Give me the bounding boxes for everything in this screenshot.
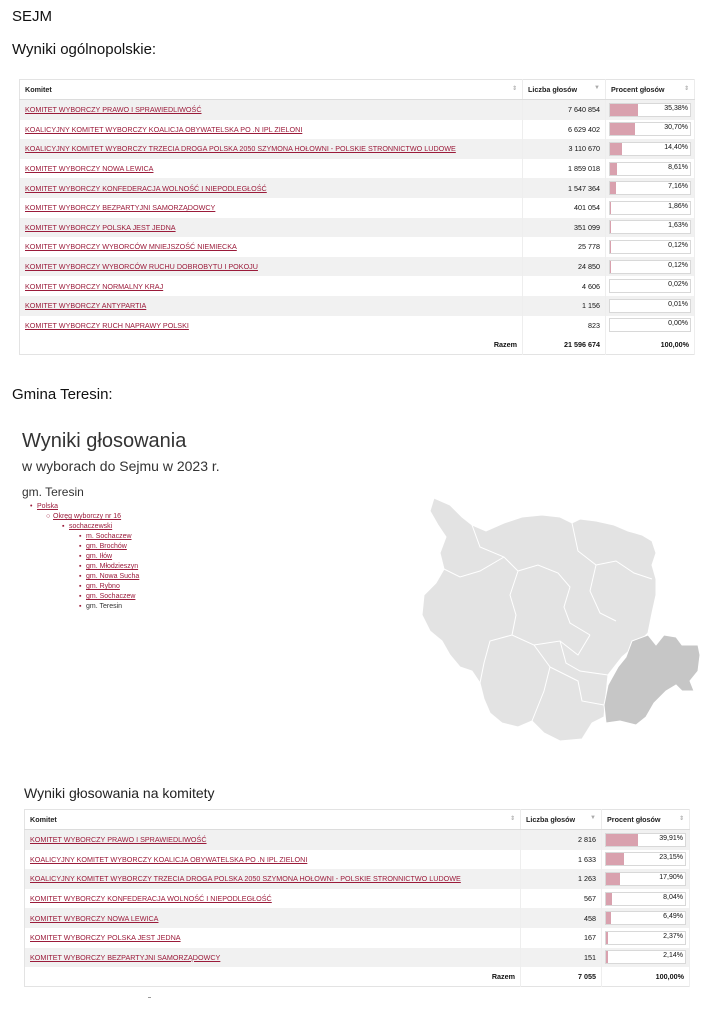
votes-cell: 167	[521, 928, 602, 948]
committee-link[interactable]: KOMITET WYBORCZY WYBORCÓW RUCHU DOBROBYTU I POKOJU	[25, 262, 258, 272]
committee-link[interactable]: KOALICYJNY KOMITET WYBORCZY TRZECIA DROGA POLSKA 2050 SZYMONA HOŁOWNI - POLSKIE STRONNICTWO LUDOWE	[30, 874, 461, 884]
percent-label: 2,14%	[663, 952, 683, 960]
committee-cell	[25, 850, 521, 870]
column-header-komitet[interactable]: Komitet ⇕	[25, 810, 521, 830]
tree-link-gmina[interactable]: m. Sochaczew	[86, 533, 132, 540]
sort-desc-icon[interactable]: ▼	[590, 815, 596, 821]
percent-bar-fill	[606, 951, 608, 963]
committee-link[interactable]: KOMITET WYBORCZY PRAWO I SPRAWIEDLIWOŚĆ	[30, 835, 207, 845]
percent-bar-fill	[610, 143, 622, 155]
percent-bar	[605, 931, 686, 945]
breadcrumb-tree	[30, 502, 139, 612]
percent-bar	[609, 181, 691, 195]
page-subtitle: w wyborach do Sejmu w 2023 r.	[22, 458, 220, 474]
percent-cell	[606, 316, 695, 336]
table-row	[20, 316, 695, 336]
total-label: Razem	[25, 967, 521, 987]
divider	[148, 997, 151, 998]
percent-bar	[609, 122, 691, 136]
votes-cell: 24 850	[523, 257, 606, 277]
committee-cell	[20, 159, 523, 179]
percent-cell	[606, 159, 695, 179]
committee-link[interactable]: KOMITET WYBORCZY NORMALNY KRAJ	[25, 281, 164, 291]
percent-label: 8,61%	[668, 163, 688, 171]
percent-bar	[609, 279, 691, 293]
votes-cell: 7 640 854	[523, 100, 606, 120]
percent-cell	[602, 908, 690, 928]
percent-bar-fill	[606, 873, 620, 885]
percent-cell	[606, 257, 695, 277]
sort-icon[interactable]: ⇕	[683, 86, 689, 92]
committee-link[interactable]: KOMITET WYBORCZY PRAWO I SPRAWIEDLIWOŚĆ	[25, 105, 202, 115]
bullet-icon: •	[30, 503, 33, 510]
percent-label: 6,49%	[663, 913, 683, 921]
committee-link[interactable]: KOALICYJNY KOMITET WYBORCZY TRZECIA DROGA POLSKA 2050 SZYMONA HOŁOWNI - POLSKIE STRONNICTWO LUDOWE	[25, 144, 456, 154]
tree-link-gmina[interactable]: gm. Brochów	[86, 543, 127, 550]
votes-cell: 6 629 402	[523, 120, 606, 140]
percent-cell	[606, 237, 695, 257]
committee-link[interactable]: KOMITET WYBORCZY RUCH NAPRAWY POLSKI	[25, 320, 189, 330]
votes-cell: 401 054	[523, 198, 606, 218]
votes-cell: 1 263	[521, 869, 602, 889]
sort-desc-icon[interactable]: ▼	[594, 85, 600, 91]
votes-cell: 2 816	[521, 830, 602, 850]
percent-cell	[606, 198, 695, 218]
percent-bar	[609, 260, 691, 274]
committee-cell	[25, 889, 521, 909]
committee-cell	[25, 830, 521, 850]
column-header-komitet[interactable]: Komitet ⇕	[20, 80, 523, 100]
percent-label: 0,01%	[668, 300, 688, 308]
table-row	[25, 908, 690, 928]
square-bullet-icon: ▪	[62, 523, 65, 530]
square-bullet-icon: ▪	[79, 553, 82, 560]
committee-link[interactable]: KOMITET WYBORCZY NOWA LEWICA	[30, 913, 159, 923]
square-bullet-icon: ▪	[79, 533, 82, 540]
votes-cell: 567	[521, 889, 602, 909]
committee-cell	[20, 120, 523, 140]
circle-bullet-icon: ○	[46, 513, 51, 520]
tree-link-gmina[interactable]: gm. Młodzieszyn	[86, 563, 139, 570]
table-row	[20, 218, 695, 238]
percent-label: 14,40%	[664, 143, 688, 151]
heading-sejm: SEJM	[12, 8, 53, 25]
committee-link[interactable]: KOMITET WYBORCZY BEZPARTYJNI SAMORZĄDOWCY	[25, 203, 216, 213]
table-row	[20, 198, 695, 218]
committee-link[interactable]: KOMITET WYBORCZY POLSKA JEST JEDNA	[30, 933, 181, 943]
square-bullet-icon: ▪	[79, 603, 82, 610]
committee-cell	[25, 908, 521, 928]
votes-cell: 25 778	[523, 237, 606, 257]
committee-link[interactable]: KOMITET WYBORCZY BEZPARTYJNI SAMORZĄDOWCY	[30, 952, 221, 962]
percent-label: 1,63%	[668, 222, 688, 230]
votes-cell: 351 099	[523, 218, 606, 238]
percent-label: 0,12%	[668, 241, 688, 249]
percent-bar	[605, 833, 686, 847]
table-row	[20, 178, 695, 198]
total-label: Razem	[20, 335, 523, 355]
committee-cell	[20, 218, 523, 238]
percent-bar	[609, 240, 691, 254]
percent-label: 2,37%	[663, 932, 683, 940]
gmina-name: gm. Teresin	[22, 485, 84, 499]
committee-link[interactable]: KOMITET WYBORCZY ANTYPARTIA	[25, 301, 147, 311]
table-row	[20, 120, 695, 140]
votes-cell: 3 110 670	[523, 139, 606, 159]
total-percent: 100,00%	[606, 335, 695, 355]
percent-bar-fill	[606, 893, 612, 905]
percent-label: 17,90%	[659, 873, 683, 881]
percent-bar	[605, 872, 686, 886]
committee-cell	[20, 296, 523, 316]
committee-cell	[20, 316, 523, 336]
square-bullet-icon: ▪	[79, 593, 82, 600]
committee-link[interactable]: KOMITET WYBORCZY WYBORCÓW MNIEJSZOŚĆ NIEMIECKA	[25, 242, 237, 252]
tree-link-gmina[interactable]: gm. Iłów	[86, 553, 113, 560]
votes-cell: 1 156	[523, 296, 606, 316]
tree-link-gmina[interactable]: gm. Sochaczew	[86, 593, 136, 600]
committee-cell	[20, 139, 523, 159]
percent-cell	[606, 178, 695, 198]
table-row	[25, 889, 690, 909]
percent-bar	[605, 950, 686, 964]
committee-link[interactable]: KOMITET WYBORCZY POLSKA JEST JEDNA	[25, 222, 176, 232]
committee-cell	[25, 948, 521, 968]
percent-label: 7,16%	[668, 183, 688, 191]
percent-bar	[609, 318, 691, 332]
table-row	[25, 830, 690, 850]
region-map	[420, 495, 700, 745]
table-row	[25, 850, 690, 870]
sort-icon[interactable]: ⇕	[509, 816, 515, 822]
square-bullet-icon: ▪	[79, 543, 82, 550]
committee-link[interactable]: KOALICYJNY KOMITET WYBORCZY KOALICJA OBYWATELSKA PO .N IPL ZIELONI	[30, 854, 308, 864]
table-row	[20, 159, 695, 179]
committee-link[interactable]: KOALICYJNY KOMITET WYBORCZY KOALICJA OBYWATELSKA PO .N IPL ZIELONI	[25, 124, 303, 134]
votes-cell: 1 633	[521, 850, 602, 870]
votes-cell: 4 606	[523, 276, 606, 296]
percent-bar-fill	[610, 163, 617, 175]
percent-label: 35,38%	[664, 104, 688, 112]
table-row	[25, 928, 690, 948]
tree-link-okreg[interactable]: Okręg wyborczy nr 16	[53, 513, 122, 520]
percent-bar	[609, 220, 691, 234]
percent-bar-fill	[606, 912, 611, 924]
percent-cell	[602, 830, 690, 850]
percent-bar	[609, 162, 691, 176]
percent-cell	[606, 296, 695, 316]
square-bullet-icon: ▪	[79, 573, 82, 580]
percent-bar-fill	[606, 853, 624, 865]
committee-cell	[20, 100, 523, 120]
committee-cell	[20, 178, 523, 198]
votes-cell: 1 859 018	[523, 159, 606, 179]
column-header-percent[interactable]: Procent głosów ⇕	[602, 810, 690, 830]
percent-bar-fill	[610, 202, 611, 214]
percent-bar	[609, 299, 691, 313]
percent-cell	[606, 100, 695, 120]
tree-link-gmina[interactable]: gm. Nowa Sucha	[86, 573, 140, 580]
heading-gmina-teresin: Gmina Teresin:	[12, 386, 113, 403]
percent-label: 0,00%	[668, 320, 688, 328]
total-votes: 7 055	[521, 967, 602, 987]
percent-bar-fill	[606, 834, 638, 846]
percent-cell	[606, 139, 695, 159]
percent-bar	[605, 852, 686, 866]
votes-cell: 458	[521, 908, 602, 928]
committee-cell	[20, 237, 523, 257]
percent-bar	[609, 201, 691, 215]
percent-cell	[602, 948, 690, 968]
table-row	[20, 257, 695, 277]
tree-link-gmina[interactable]: gm. Rybno	[86, 583, 120, 590]
page-title: Wyniki głosowania	[22, 430, 187, 452]
percent-cell	[606, 120, 695, 140]
committee-link[interactable]: KOMITET WYBORCZY KONFEDERACJA WOLNOŚĆ I NIEPODLEGŁOŚĆ	[30, 894, 272, 904]
table-row	[20, 276, 695, 296]
sort-icon[interactable]: ⇕	[511, 86, 517, 92]
tree-link-polska[interactable]: Polska	[37, 503, 59, 510]
committee-cell	[25, 869, 521, 889]
percent-label: 0,02%	[668, 281, 688, 289]
tree-link-powiat[interactable]: sochaczewski	[69, 523, 113, 530]
committee-cell	[20, 276, 523, 296]
square-bullet-icon: ▪	[79, 563, 82, 570]
committee-link[interactable]: KOMITET WYBORCZY KONFEDERACJA WOLNOŚĆ I NIEPODLEGŁOŚĆ	[25, 183, 267, 193]
heading-komitety: Wyniki głosowania na komitety	[24, 785, 215, 801]
percent-cell	[602, 889, 690, 909]
percent-bar-fill	[610, 123, 635, 135]
percent-cell	[602, 850, 690, 870]
percent-cell	[602, 928, 690, 948]
percent-label: 30,70%	[664, 124, 688, 132]
committee-cell	[25, 928, 521, 948]
column-header-percent[interactable]: Procent głosów ⇕	[606, 80, 695, 100]
total-votes: 21 596 674	[523, 335, 606, 355]
table-row	[20, 139, 695, 159]
percent-label: 39,91%	[659, 834, 683, 842]
percent-bar-fill	[606, 932, 608, 944]
table-row	[20, 296, 695, 316]
heading-national-results: Wyniki ogólnopolskie:	[12, 41, 157, 58]
table-row	[25, 948, 690, 968]
tree-current-gmina: gm. Teresin	[86, 603, 123, 610]
teresin-results-table	[24, 809, 690, 987]
votes-cell: 151	[521, 948, 602, 968]
percent-label: 8,04%	[663, 893, 683, 901]
national-results-table	[19, 79, 695, 355]
committee-link[interactable]: KOMITET WYBORCZY NOWA LEWICA	[25, 164, 154, 174]
percent-label: 1,86%	[668, 202, 688, 210]
votes-cell: 1 547 364	[523, 178, 606, 198]
committee-cell	[20, 257, 523, 277]
percent-cell	[602, 869, 690, 889]
percent-bar	[609, 142, 691, 156]
percent-label: 23,15%	[659, 854, 683, 862]
column-header-votes[interactable]: Liczba głosów ▼	[521, 810, 602, 830]
column-header-votes[interactable]: Liczba głosów ▼	[523, 80, 606, 100]
percent-bar-fill	[610, 182, 616, 194]
percent-cell	[606, 218, 695, 238]
percent-bar-fill	[610, 104, 638, 116]
percent-bar-fill	[610, 221, 611, 233]
square-bullet-icon: ▪	[79, 583, 82, 590]
percent-bar	[605, 911, 686, 925]
percent-bar	[605, 892, 686, 906]
votes-cell: 823	[523, 316, 606, 336]
sort-icon[interactable]: ⇕	[678, 816, 684, 822]
committee-cell	[20, 198, 523, 218]
total-percent: 100,00%	[602, 967, 690, 987]
table-row	[20, 100, 695, 120]
percent-label: 0,12%	[668, 261, 688, 269]
percent-bar	[609, 103, 691, 117]
table-row	[25, 869, 690, 889]
table-row	[20, 237, 695, 257]
percent-cell	[606, 276, 695, 296]
